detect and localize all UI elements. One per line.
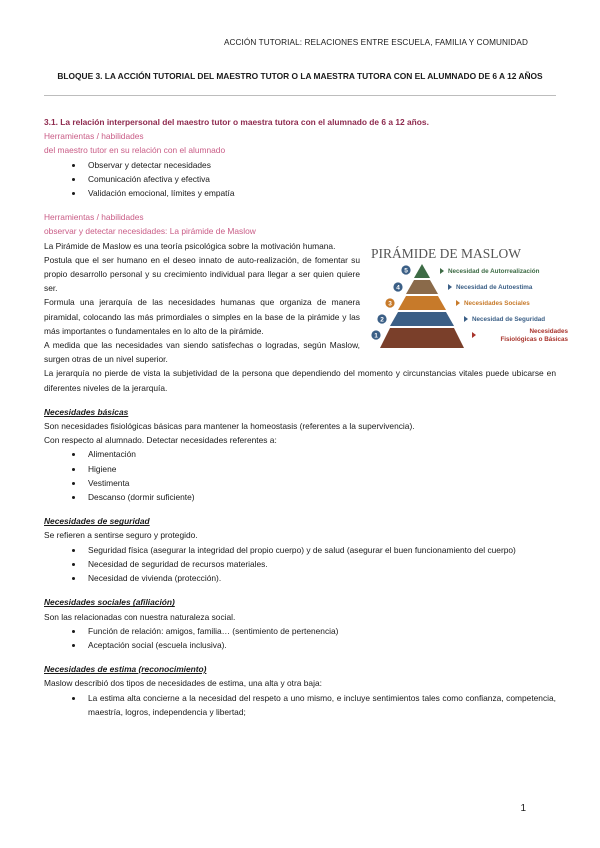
level-5-number: 5: [404, 267, 408, 275]
section-heading: Necesidades de estima (reconocimiento): [44, 664, 207, 675]
arrow-icon: [456, 300, 460, 306]
pyramid-tier-2: [390, 312, 454, 326]
paragraph: La Pirámide de Maslow es una teoría psicológica sobre la motivación humana.: [44, 240, 336, 251]
header-divider: [44, 95, 556, 96]
paragraph: Formula una jerarquía de las necesidades humanas que organiza de manera piramidal, colocando las más primordiales o simples en la base de la pirámide y las más importantes o fundamentales en lo alto de la pirámide.: [44, 297, 360, 336]
social-needs-list: [44, 624, 556, 652]
safety-needs-list: [44, 543, 556, 586]
block-title: BLOQUE 3. LA ACCIÓN TUTORIAL DEL MAESTRO TUTOR O LA MAESTRA TUTORA CON EL ALUMNADO DE 6 A 12 AÑOS: [57, 71, 543, 81]
paragraph: Postula que el ser humano en el deseo innato de auto-realización, de fomentar su propio desarrollo personal y su crecimiento individual para llegar a ser quien quiere ser.: [44, 254, 360, 294]
level-3-number: 3: [388, 300, 392, 308]
arrow-icon: [448, 284, 452, 290]
list-item: • Seguridad física (asegurar la integridad del propio cuerpo) y de salud (asegurar el buen funcionamiento del cuerpo): [84, 543, 556, 557]
list-item: • Necesidad de vivienda (protección).: [84, 571, 556, 585]
level-1-number: 1: [374, 332, 378, 340]
paragraph: Con respecto al alumnado. Detectar necesidades referentes a:: [44, 435, 277, 446]
arrow-icon: [472, 332, 476, 338]
subheading: del maestro tutor en su relación con el alumnado: [44, 145, 226, 156]
level-1-label-line2: Fisiológicas o Básicas: [500, 336, 568, 343]
section-heading: Necesidades básicas: [44, 406, 129, 417]
level-5-label: Necesidad de Autorrealización: [448, 268, 540, 275]
list-item: • Validación emocional, límites y empatía: [84, 186, 556, 200]
paragraph: Maslow describió dos tipos de necesidades de estima, una alta y otra baja:: [44, 678, 322, 689]
level-2-label: Necesidad de Seguridad: [472, 316, 546, 323]
basic-needs-list: [44, 447, 556, 504]
running-header: ACCIÓN TUTORIAL: RELACIONES ENTRE ESCUELA, FAMILIA Y COMUNIDAD: [223, 38, 528, 47]
section-heading: Necesidades sociales (afiliación): [44, 597, 175, 608]
paragraph: Se refieren a sentirse seguro y protegido.: [44, 530, 198, 541]
level-4-number: 4: [396, 284, 400, 292]
list-item: • Descanso (dormir suficiente): [84, 490, 556, 504]
subheading: Herramientas / habilidades: [44, 212, 144, 223]
list-item: • Vestimenta: [84, 476, 556, 490]
section-heading: Necesidades de seguridad: [44, 516, 150, 527]
list-item: • Aceptación social (escuela inclusiva).: [84, 638, 556, 652]
list-item: • Alimentación: [84, 447, 556, 461]
pyramid-title: PIRÁMIDE DE MASLOW: [371, 246, 521, 261]
list-item: • La estima alta concierne a la necesidad del respeto a uno mismo, e incluye sentimientos tales como confianza, competencia, maestría, logros, independencia y libertad;: [84, 691, 556, 719]
page-body: [44, 115, 556, 719]
paragraph: Son necesidades fisiológicas básicas para mantener la homeostasis (referentes a la supervivencia).: [44, 421, 415, 432]
arrow-icon: [440, 268, 444, 274]
paragraph: Son las relacionadas con nuestra naturaleza social.: [44, 611, 236, 622]
level-3-label: Necesidades Sociales: [464, 300, 530, 307]
level-4-label: Necesidad de Autoestima: [456, 284, 533, 291]
level-2-number: 2: [380, 316, 384, 324]
list-item: • Higiene: [84, 462, 556, 476]
subheading: observar y detectar necesidades: La pirámide de Maslow: [44, 226, 256, 237]
skills-list: [44, 158, 556, 201]
pyramid-tier-5: [414, 264, 430, 278]
paragraph: A medida que las necesidades van siendo satisfechas o logradas, según Maslow, surgen otras de un nivel superior.: [44, 340, 360, 365]
list-item: • Necesidad de seguridad de recursos materiales.: [84, 557, 556, 571]
list-item: • Observar y detectar necesidades: [84, 158, 556, 172]
page-number: 1: [520, 803, 526, 814]
maslow-pyramid-image: [368, 244, 574, 356]
section-title: 3.1. La relación interpersonal del maestro tutor o maestra tutora con el alumnado de 6 a 12 años.: [44, 117, 429, 127]
pyramid-tier-4: [406, 280, 438, 294]
subheading: Herramientas / habilidades: [44, 131, 144, 142]
list-item: • Comunicación afectiva y efectiva: [84, 172, 556, 186]
pyramid-tier-1: [380, 328, 464, 348]
pyramid-tier-3: [398, 296, 446, 310]
level-1-label: Necesidades: [529, 328, 568, 335]
paragraph: La jerarquía no pierde de vista la subjetividad de la persona que dependiendo del momento y circunstancias vitales puede ubicarse en diferentes niveles de la jerarquía.: [44, 368, 556, 393]
esteem-needs-list: [44, 691, 556, 719]
list-item: • Función de relación: amigos, familia… (sentimiento de pertenencia): [84, 624, 556, 638]
arrow-icon: [464, 316, 468, 322]
